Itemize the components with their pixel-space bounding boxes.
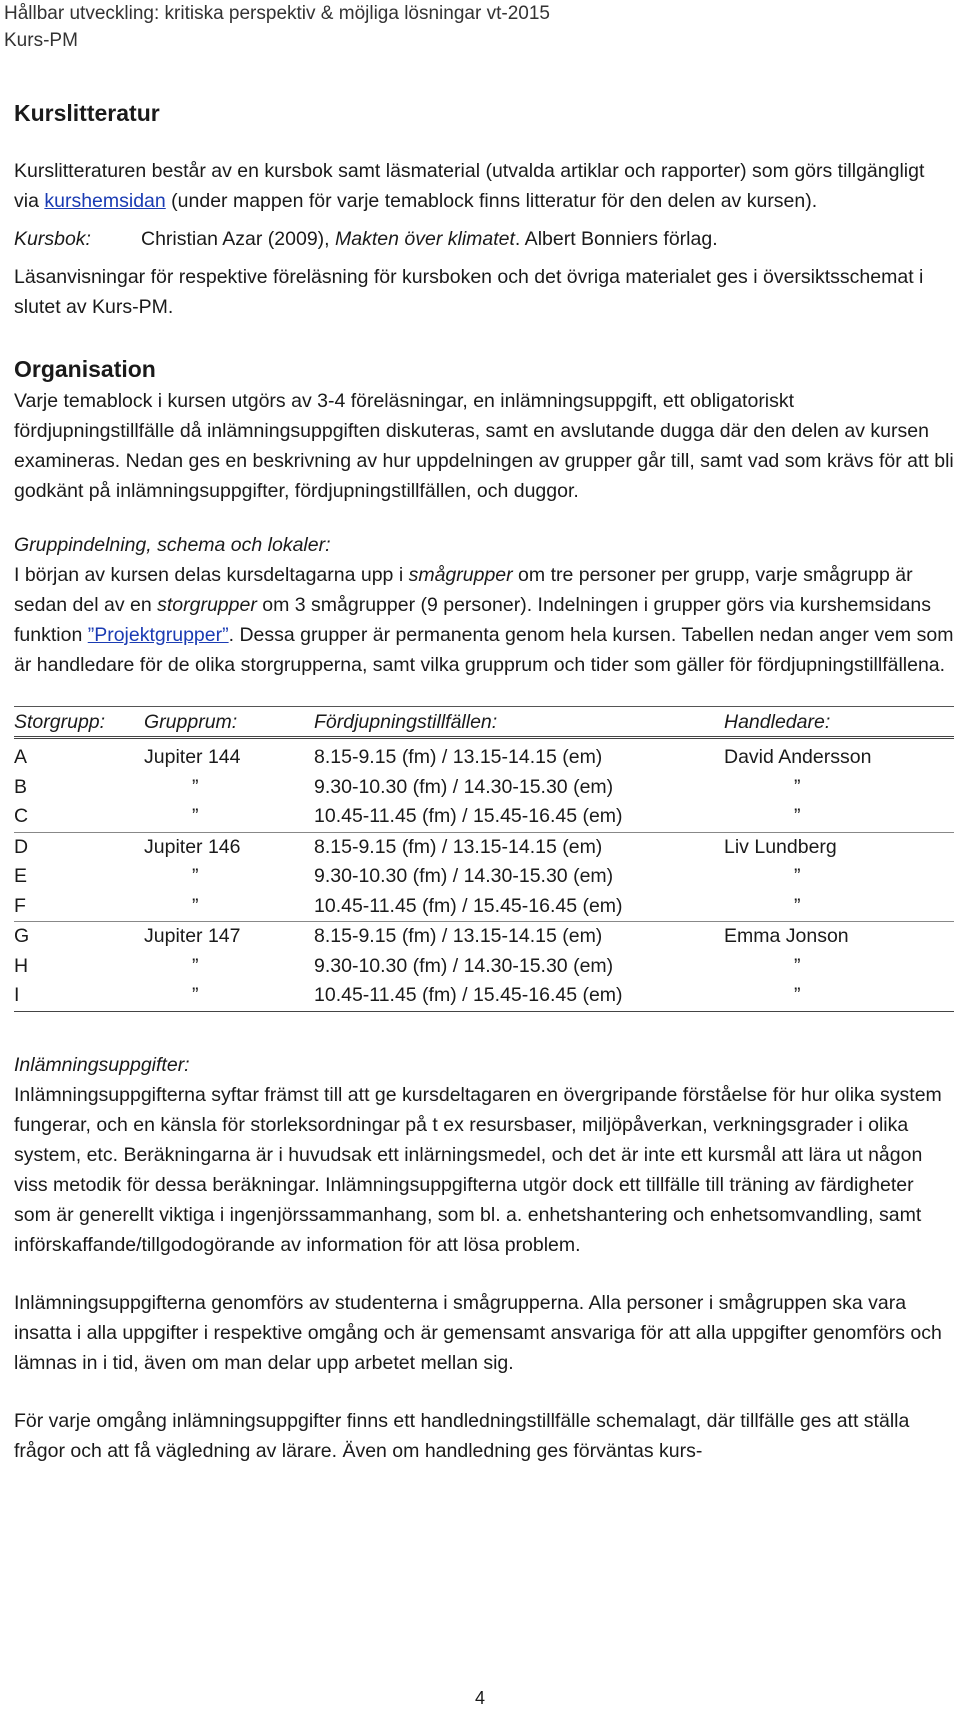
- inlamning-paragraph-2: Inlämningsuppgifterna genomförs av studenterna i smågrupperna. Alla personer i smågruppen ska vara insatta i alla uppgifter i respektive omgång och är gemensamt ansvariga för att alla uppgifter genomförs och lämnas in i tid, även om man delar upp arbetet mellan sig.: [14, 1291, 942, 1374]
- intro-text-b: (under mappen för varje temablock finns litteratur för den delen av kursen).: [165, 190, 818, 212]
- table-row: [14, 773, 954, 803]
- table-row: [14, 862, 954, 892]
- gruppindelning-heading: Gruppindelning, schema och lokaler:: [14, 534, 331, 556]
- kursbok-publisher: . Albert Bonniers förlag.: [514, 228, 718, 250]
- cell-handledare: ”: [724, 892, 954, 922]
- cell-tider: 9.30-10.30 (fm) / 14.30-15.30 (em): [314, 865, 614, 887]
- table-row: [14, 738, 954, 773]
- table-row: [14, 832, 954, 862]
- organisation-body: Varje temablock i kursen utgörs av 3-4 föreläsningar, en inlämningsuppgift, ett obligatoriskt fördjupningstillfälle då inlämningsuppgiften diskuteras, samt en avslutande dugga där den delen av kursen examineras. Nedan ges en beskrivning av hur uppdelningen av grupper går till, samt vad som krävs för att bli godkänt på inlämningsuppgifter, fördjupningstillfällen, och duggor.: [14, 390, 954, 502]
- inlamning-paragraph-1: Inlämningsuppgifterna syftar främst till att ge kursdeltagaren en övergripande förståelse för hur olika system fungerar, och en känsla för storleksordningar på t ex resursbaser, miljöpåverkan, verkningsgrader i olika system, etc. Beräkningarna är i huvudsak ett inlärningsmedel, och det är inte ett kursmål att lära ut någon viss metodik för dessa beräkningar. Inlämningsuppgifterna utgör dock ett tillfälle till träning av färdigheter som är generellt viktiga i ingenjörssammanhang, som bl. a. enhetshantering och enhetsomvandling, samt införskaffande/tillgodogörande av information för att lösa problem.: [14, 1083, 942, 1256]
- cell-grupprum: ”: [192, 865, 199, 887]
- kursbok-title: Makten över klimatet: [335, 228, 515, 250]
- kurslitteratur-intro: [14, 156, 954, 216]
- cell-grupprum: ”: [192, 954, 199, 977]
- header-grupprum: Grupprum:: [144, 707, 314, 738]
- cell-grupprum: Jupiter 144: [144, 746, 241, 768]
- kursbok-author: Christian Azar (2009),: [141, 228, 336, 250]
- cell-grupprum: ”: [144, 981, 314, 1011]
- cell-tider: 10.45-11.45 (fm) / 15.45-16.45 (em): [314, 802, 724, 832]
- running-header: [4, 0, 550, 54]
- cell-storgrupp: D: [14, 835, 29, 858]
- kurshemsidan-link[interactable]: kurshemsidan: [44, 190, 166, 212]
- cell-storgrupp: I: [14, 981, 144, 1011]
- reading-guide: Läsanvisningar för respektive föreläsning för kursboken och det övriga materialet ges i översiktsschemat i slutet av Kurs-PM.: [14, 266, 924, 318]
- cell-grupprum: ”: [144, 892, 314, 922]
- table-header-row: [14, 707, 954, 738]
- table-row: [14, 981, 954, 1011]
- table-row: [14, 802, 954, 832]
- projektgrupper-link[interactable]: ”Projektgrupper”: [87, 624, 229, 646]
- cell-tider: 8.15-9.15 (fm) / 13.15-14.15 (em): [314, 925, 603, 947]
- table-row: [14, 952, 954, 982]
- cell-grupprum: Jupiter 146: [144, 835, 241, 858]
- cell-storgrupp: C: [14, 802, 144, 832]
- cell-tider: 9.30-10.30 (fm) / 14.30-15.30 (em): [314, 775, 614, 798]
- table-row: [14, 922, 954, 952]
- grupp-text-d: . Dessa grupper är permanenta genom hela kursen. Tabellen nedan anger vem som är handledare för de olika storgrupperna, samt vilka grupprum och tider som gäller för fördjupningstillfällena.: [14, 624, 954, 676]
- smagrupper-term: smågrupper: [408, 564, 513, 586]
- cell-handledare: ”: [794, 775, 801, 798]
- cell-handledare: Liv Lundberg: [724, 835, 837, 858]
- cell-grupprum: ”: [192, 775, 199, 798]
- cell-handledare: David Andersson: [724, 746, 872, 768]
- organisation-heading: Organisation: [14, 356, 156, 382]
- inlamning-heading: Inlämningsuppgifter:: [14, 1053, 190, 1076]
- cell-tider: 10.45-11.45 (fm) / 15.45-16.45 (em): [314, 981, 724, 1011]
- group-schedule-table: [14, 706, 954, 1012]
- grupp-text-b: om tre personer per grupp, varje smågrupp är sedan del av en: [14, 564, 913, 616]
- kursbok-label: Kursbok:: [14, 228, 91, 250]
- page-number: 4: [474, 1688, 485, 1708]
- storgrupper-term: storgrupper: [157, 594, 257, 616]
- cell-storgrupp: E: [14, 865, 28, 887]
- main-content: [14, 96, 954, 1466]
- gruppindelning-body: [14, 560, 954, 680]
- cell-tider: 8.15-9.15 (fm) / 13.15-14.15 (em): [314, 746, 603, 768]
- table-row: [14, 892, 954, 922]
- cell-handledare: Emma Jonson: [724, 925, 849, 947]
- kursbok-reference: [141, 224, 718, 254]
- cell-storgrupp: B: [14, 775, 28, 798]
- kursbok-row: [14, 224, 954, 254]
- cell-handledare: ”: [724, 802, 954, 832]
- grupp-text-c: om 3 smågrupper (9 personer). Indelningen i grupper görs via kurshemsidans funktion: [14, 594, 932, 646]
- header-fordjupningstillfallen: Fördjupningstillfällen:: [314, 707, 724, 738]
- cell-handledare: ”: [794, 954, 801, 977]
- course-title: Hållbar utveckling: kritiska perspektiv & möjliga lösningar vt-2015: [4, 3, 550, 24]
- cell-tider: 8.15-9.15 (fm) / 13.15-14.15 (em): [314, 835, 603, 858]
- cell-storgrupp: H: [14, 954, 29, 977]
- cell-handledare: ”: [794, 865, 801, 887]
- cell-tider: 10.45-11.45 (fm) / 15.45-16.45 (em): [314, 892, 724, 922]
- header-storgrupp: Storgrupp:: [14, 707, 144, 738]
- cell-storgrupp: G: [14, 925, 30, 947]
- grupp-text-a: I början av kursen delas kursdeltagarna upp i: [14, 564, 409, 586]
- kurslitteratur-heading: Kurslitteratur: [14, 100, 160, 126]
- cell-storgrupp: A: [14, 746, 28, 768]
- cell-grupprum: Jupiter 147: [144, 925, 241, 947]
- cell-storgrupp: F: [14, 892, 144, 922]
- cell-handledare: ”: [724, 981, 954, 1011]
- header-handledare: Handledare:: [724, 707, 954, 738]
- intro-text-a: Kurslitteraturen består av en kursbok samt läsmaterial (utvalda artiklar och rapporter) som görs tillgängligt via: [14, 160, 925, 212]
- cell-grupprum: ”: [144, 802, 314, 832]
- cell-tider: 9.30-10.30 (fm) / 14.30-15.30 (em): [314, 954, 614, 977]
- document-type: Kurs-PM: [4, 30, 78, 51]
- inlamning-paragraph-3: För varje omgång inlämningsuppgifter finns ett handledningstillfälle schemalagt, där tillfälle ges att ställa frågor och att få vägledning av lärare. Även om handledning ges förväntas kurs-: [14, 1409, 910, 1462]
